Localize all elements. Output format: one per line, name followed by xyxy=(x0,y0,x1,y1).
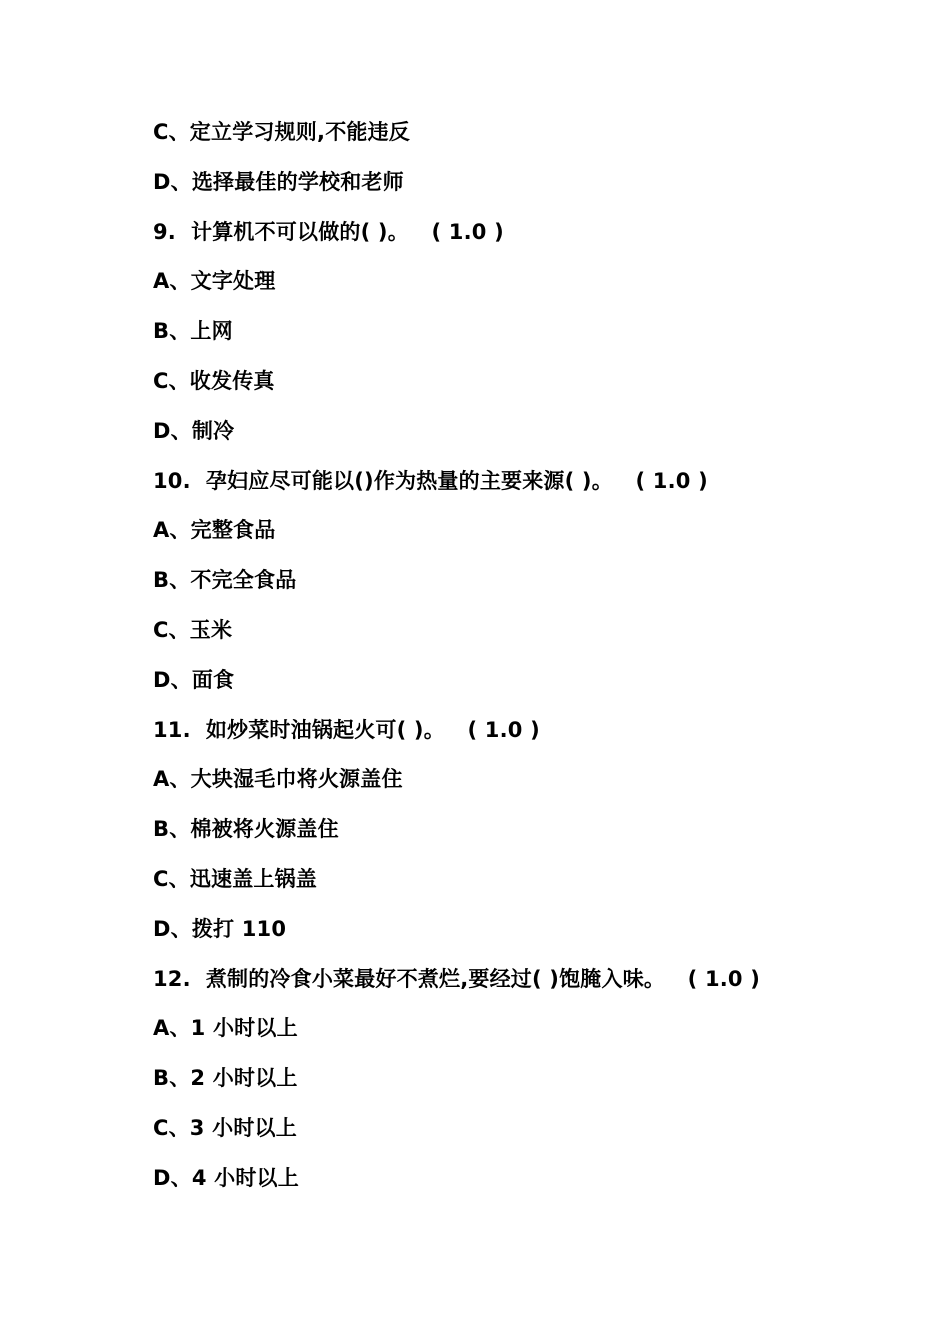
option-b-q9: B、上网 xyxy=(153,319,233,344)
option-a-q10: A、完整食品 xyxy=(153,518,276,543)
option-a-q9: A、文字处理 xyxy=(153,269,276,294)
question-12: 12. 煮制的冷食小菜最好不煮烂,要经过( )饱腌入味。 ( 1.0 ) xyxy=(153,966,761,991)
option-c-q9: C、收发传真 xyxy=(153,368,275,393)
option-a-q11: A、大块湿毛巾将火源盖住 xyxy=(153,767,403,792)
question-9: 9. 计算机不可以做的( )。 ( 1.0 ) xyxy=(153,219,504,244)
question-list xyxy=(153,114,913,1210)
option-d-q10: D、面食 xyxy=(153,667,235,692)
option-c-q11: C、迅速盖上锅盖 xyxy=(153,866,318,891)
option-b-q11: B、棉被将火源盖住 xyxy=(153,817,339,842)
option-a-q12: A、1 小时以上 xyxy=(153,1016,298,1041)
option-b-q10: B、不完全食品 xyxy=(153,568,297,593)
question-10: 10. 孕妇应尽可能以()作为热量的主要来源( )。 ( 1.0 ) xyxy=(153,468,708,493)
option-c-q12: C、3 小时以上 xyxy=(153,1115,297,1140)
option-d-q8: D、选择最佳的学校和老师 xyxy=(153,169,404,194)
option-b-q12: B、2 小时以上 xyxy=(153,1066,298,1091)
question-11: 11. 如炒菜时油锅起火可( )。 ( 1.0 ) xyxy=(153,717,540,742)
option-c-q10: C、玉米 xyxy=(153,617,233,642)
option-d-q11: D、拨打 110 xyxy=(153,916,287,941)
option-d-q9: D、制冷 xyxy=(153,418,235,443)
option-c-q8: C、定立学习规则,不能违反 xyxy=(153,120,410,144)
option-d-q12: D、4 小时以上 xyxy=(153,1165,299,1190)
